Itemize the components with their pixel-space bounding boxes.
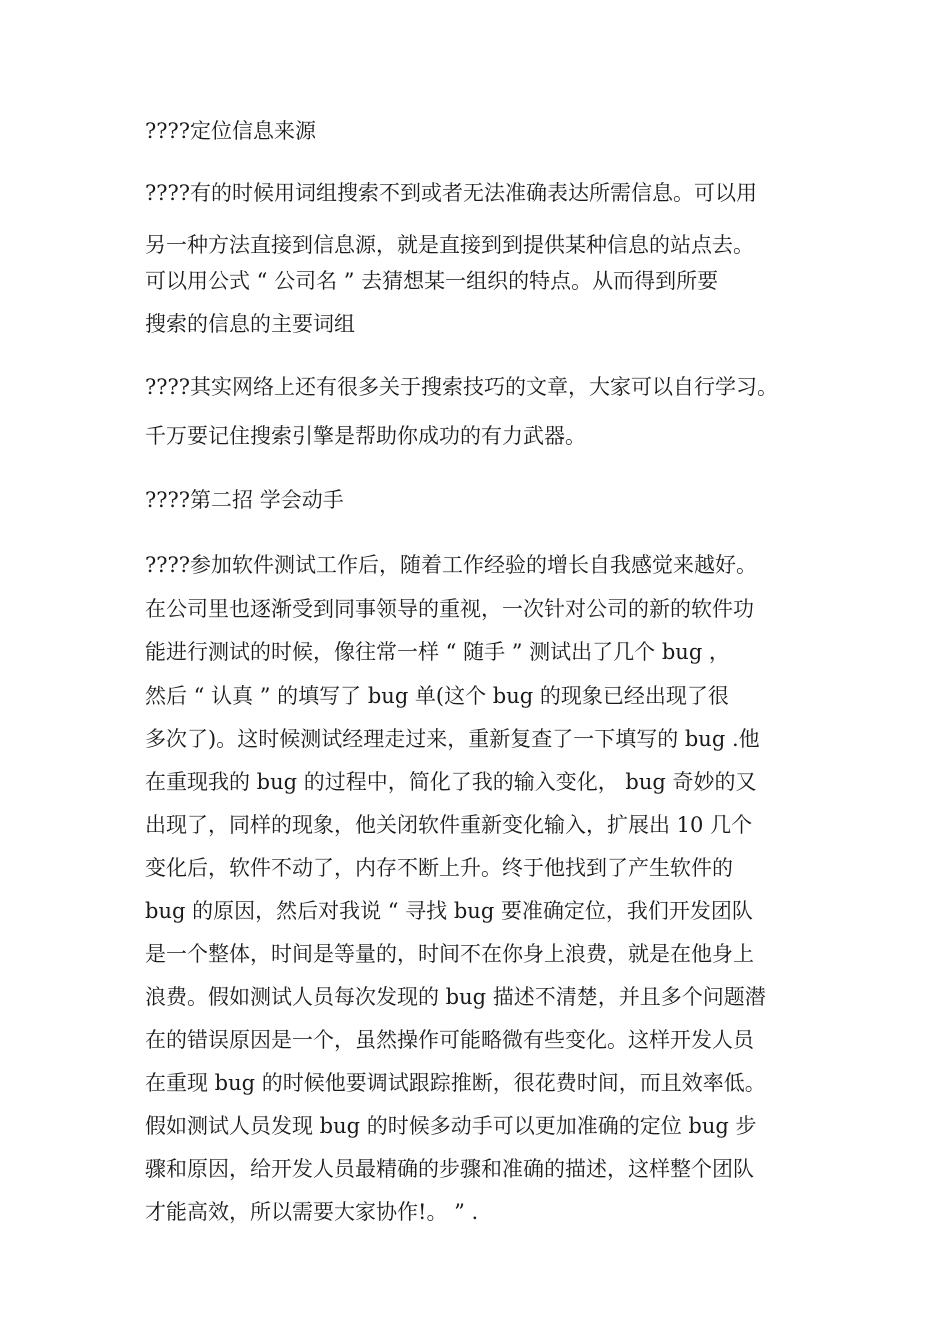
- text-line: 能进行测试的时候，像往常一样 “ 随手 ” 测试出了几个 bug ，: [145, 640, 730, 664]
- text-line: ????有的时候用词组搜索不到或者无法准确表达所需信息。可以用: [145, 181, 758, 205]
- text-line: 骤和原因，给开发人员最精确的步骤和准确的描述，这样整个团队: [145, 1157, 754, 1181]
- text-line: 是一个整体，时间是等量的，时间不在你身上浪费，就是在他身上: [145, 942, 754, 966]
- text-line: 在公司里也逐渐受到同事领导的重视，一次针对公司的新的软件功: [145, 597, 754, 621]
- text-line: 出现了，同样的现象，他关闭软件重新变化输入，扩展出 10 几个: [145, 813, 753, 837]
- text-line: 假如测试人员发现 bug 的时候多动手可以更加准确的定位 bug 步: [145, 1114, 757, 1138]
- text-line: bug 的原因，然后对我说 “ 寻找 bug 要准确定位，我们开发团队: [145, 899, 753, 923]
- text-line: 搜索的信息的主要词组: [145, 312, 355, 336]
- text-line: 在的错误原因是一个，虽然操作可能略微有些变化。这样开发人员: [145, 1028, 754, 1052]
- text-line: 在重现 bug 的时候他要调试跟踪推断，很花费时间，而且效率低。: [145, 1071, 766, 1095]
- section-heading: ????第二招 学会动手: [145, 488, 344, 512]
- text-line: 才能高效，所以需要大家协作!。 ” .: [145, 1200, 479, 1224]
- text-line: 变化后，软件不动了，内存不断上升。终于他找到了产生软件的: [145, 856, 733, 880]
- text-line: ????参加软件测试工作后，随着工作经验的增长自我感觉来越好。: [145, 553, 758, 577]
- text-line: 另一种方法直接到信息源，就是直接到到提供某种信息的站点去。: [145, 233, 754, 257]
- text-line: 多次了)。这时候测试经理走过来，重新复查了一下填写的 bug .他: [145, 727, 760, 751]
- text-line: 可以用公式 “ 公司名 ” 去猜想某一组织的特点。从而得到所要: [145, 269, 719, 293]
- text-line: 然后 “ 认真 ” 的填写了 bug 单(这个 bug 的现象已经出现了很: [145, 684, 729, 708]
- text-line: 在重现我的 bug 的过程中，简化了我的输入变化， bug 奇妙的又: [145, 770, 757, 794]
- text-line: 千万要记住搜索引擎是帮助你成功的有力武器。: [145, 424, 586, 448]
- text-line: ????其实网络上还有很多关于搜索技巧的文章，大家可以自行学习。: [145, 375, 779, 399]
- text-line: 浪费。假如测试人员每次发现的 bug 描述不清楚，并且多个问题潜: [145, 985, 766, 1009]
- section-heading: ????定位信息来源: [145, 119, 317, 143]
